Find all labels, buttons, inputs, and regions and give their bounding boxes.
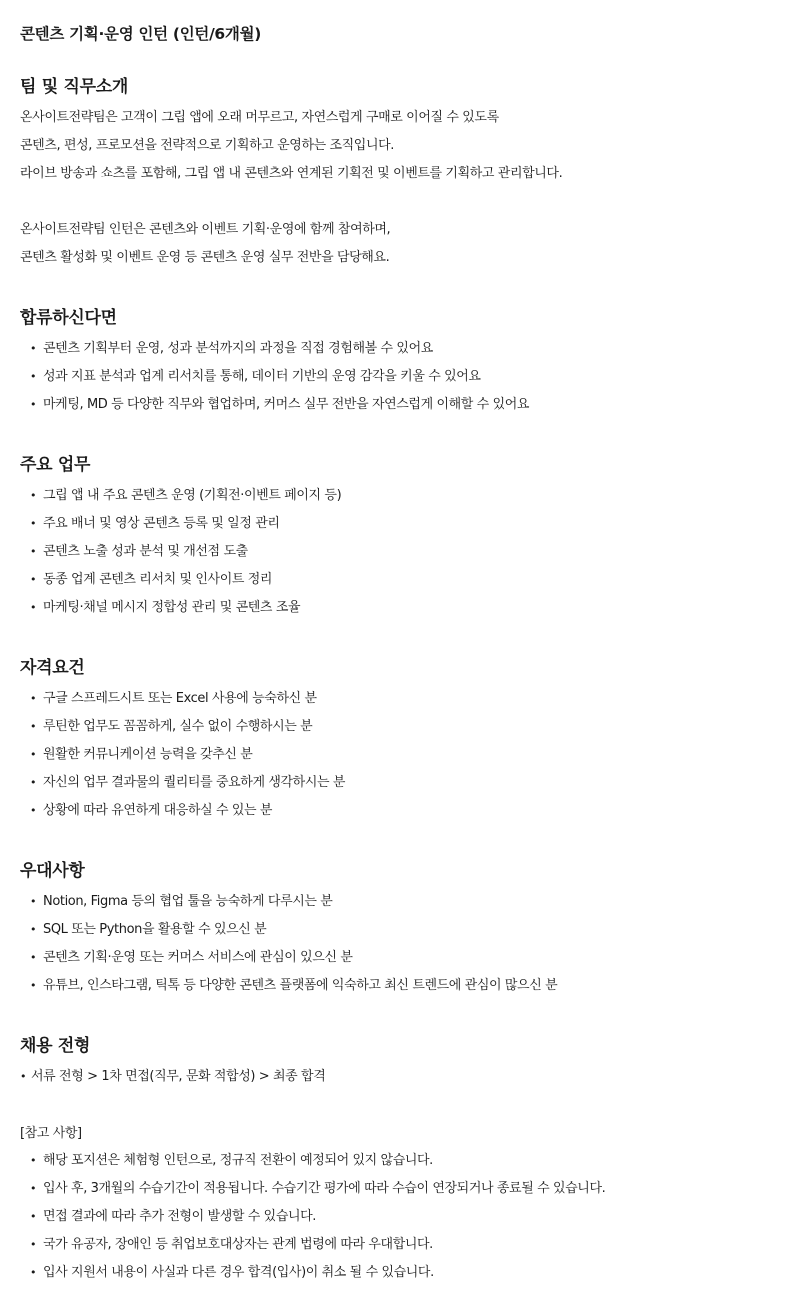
- qualifications-heading: 자격요건: [20, 658, 85, 678]
- list-item: • SQL 또는 Python을 활용할 수 있으신 분: [30, 916, 557, 944]
- duties-list: [30, 482, 341, 622]
- list-item: • 입사 지원서 내용이 사실과 다른 경우 합격(입사)이 취소 될 수 있습니다.: [30, 1259, 605, 1287]
- list-item: • 유튜브, 인스타그램, 틱톡 등 다양한 콘텐츠 플랫폼에 익숙하고 최신 트렌드에 관심이 많으신 분: [30, 972, 557, 1000]
- preferred-list: [30, 888, 557, 1000]
- list-item: • 그립 앱 내 주요 콘텐츠 운영 (기획전·이벤트 페이지 등): [30, 482, 341, 510]
- list-item: • 마케팅·채널 메시지 정합성 관리 및 콘텐츠 조율: [30, 594, 341, 622]
- list-item: • 자신의 업무 결과물의 퀄리티를 중요하게 생각하시는 분: [30, 769, 345, 797]
- list-item: • 콘텐츠 노출 성과 분석 및 개선점 도출: [30, 538, 341, 566]
- list-item: • 동종 업계 콘텐츠 리서치 및 인사이트 정리: [30, 566, 341, 594]
- process-heading: 채용 전형: [20, 1036, 91, 1056]
- list-item: • 면접 결과에 따라 추가 전형이 발생할 수 있습니다.: [30, 1203, 605, 1231]
- team-intro-line: 라이브 방송과 쇼츠를 포함해, 그립 앱 내 콘텐츠와 연계된 기획전 및 이벤트를 기획하고 관리합니다.: [20, 166, 563, 181]
- list-item: • 상황에 따라 유연하게 대응하실 수 있는 분: [30, 797, 345, 825]
- team-intro-line: 콘텐츠, 편성, 프로모션을 전략적으로 기획하고 운영하는 조직입니다.: [20, 138, 395, 153]
- job-title: 콘텐츠 기획·운영 인턴 (인턴/6개월): [20, 25, 262, 43]
- list-item: • 입사 후, 3개월의 수습기간이 적용됩니다. 수습기간 평가에 따라 수습이 연장되거나 종료될 수 있습니다.: [30, 1175, 605, 1203]
- list-item: • 성과 지표 분석과 업계 리서치를 통해, 데이터 기반의 운영 감각을 키울 수 있어요: [30, 363, 529, 391]
- list-item: • 원활한 커뮤니케이션 능력을 갖추신 분: [30, 741, 345, 769]
- team-intro-heading: 팀 및 직무소개: [20, 77, 128, 97]
- list-item: • 주요 배너 및 영상 콘텐츠 등록 및 일정 관리: [30, 510, 341, 538]
- notes-heading: [참고 사항]: [20, 1126, 82, 1141]
- list-item: • 해당 포지션은 체험형 인턴으로, 정규직 전환이 예정되어 있지 않습니다.: [30, 1147, 605, 1175]
- notes-list: [30, 1147, 605, 1287]
- preferred-heading: 우대사항: [20, 861, 85, 881]
- list-item: • 콘텐츠 기획부터 운영, 성과 분석까지의 과정을 직접 경험해볼 수 있어요: [30, 335, 529, 363]
- list-item: • Notion, Figma 등의 협업 툴을 능숙하게 다루시는 분: [30, 888, 557, 916]
- list-item: • 마케팅, MD 등 다양한 직무와 협업하며, 커머스 실무 전반을 자연스럽게 이해할 수 있어요: [30, 391, 529, 419]
- benefits-list: [30, 335, 529, 419]
- team-intro-line: 온사이트전략팀 인턴은 콘텐츠와 이벤트 기획·운영에 함께 참여하며,: [20, 222, 391, 237]
- team-intro-line: 콘텐츠 활성화 및 이벤트 운영 등 콘텐츠 운영 실무 전반을 담당해요.: [20, 250, 390, 265]
- benefits-heading: 합류하신다면: [20, 308, 117, 328]
- list-item: • 구글 스프레드시트 또는 Excel 사용에 능숙하신 분: [30, 685, 345, 713]
- list-item: • 콘텐츠 기획·운영 또는 커머스 서비스에 관심이 있으신 분: [30, 944, 557, 972]
- duties-heading: 주요 업무: [20, 455, 91, 475]
- list-item: • 국가 유공자, 장애인 등 취업보호대상자는 관계 법령에 따라 우대합니다.: [30, 1231, 605, 1259]
- process-list: [20, 1063, 325, 1091]
- team-intro-paragraph-2: [20, 216, 390, 272]
- team-intro-line: 온사이트전략팀은 고객이 그립 앱에 오래 머무르고, 자연스럽게 구매로 이어질 수 있도록: [20, 110, 499, 125]
- qualifications-list: [30, 685, 345, 825]
- team-intro-paragraph-1: [20, 104, 562, 188]
- process-steps: • 서류 전형 > 1차 면접(직무, 문화 적합성) > 최종 합격: [20, 1063, 325, 1091]
- list-item: • 루틴한 업무도 꼼꼼하게, 실수 없이 수행하시는 분: [30, 713, 345, 741]
